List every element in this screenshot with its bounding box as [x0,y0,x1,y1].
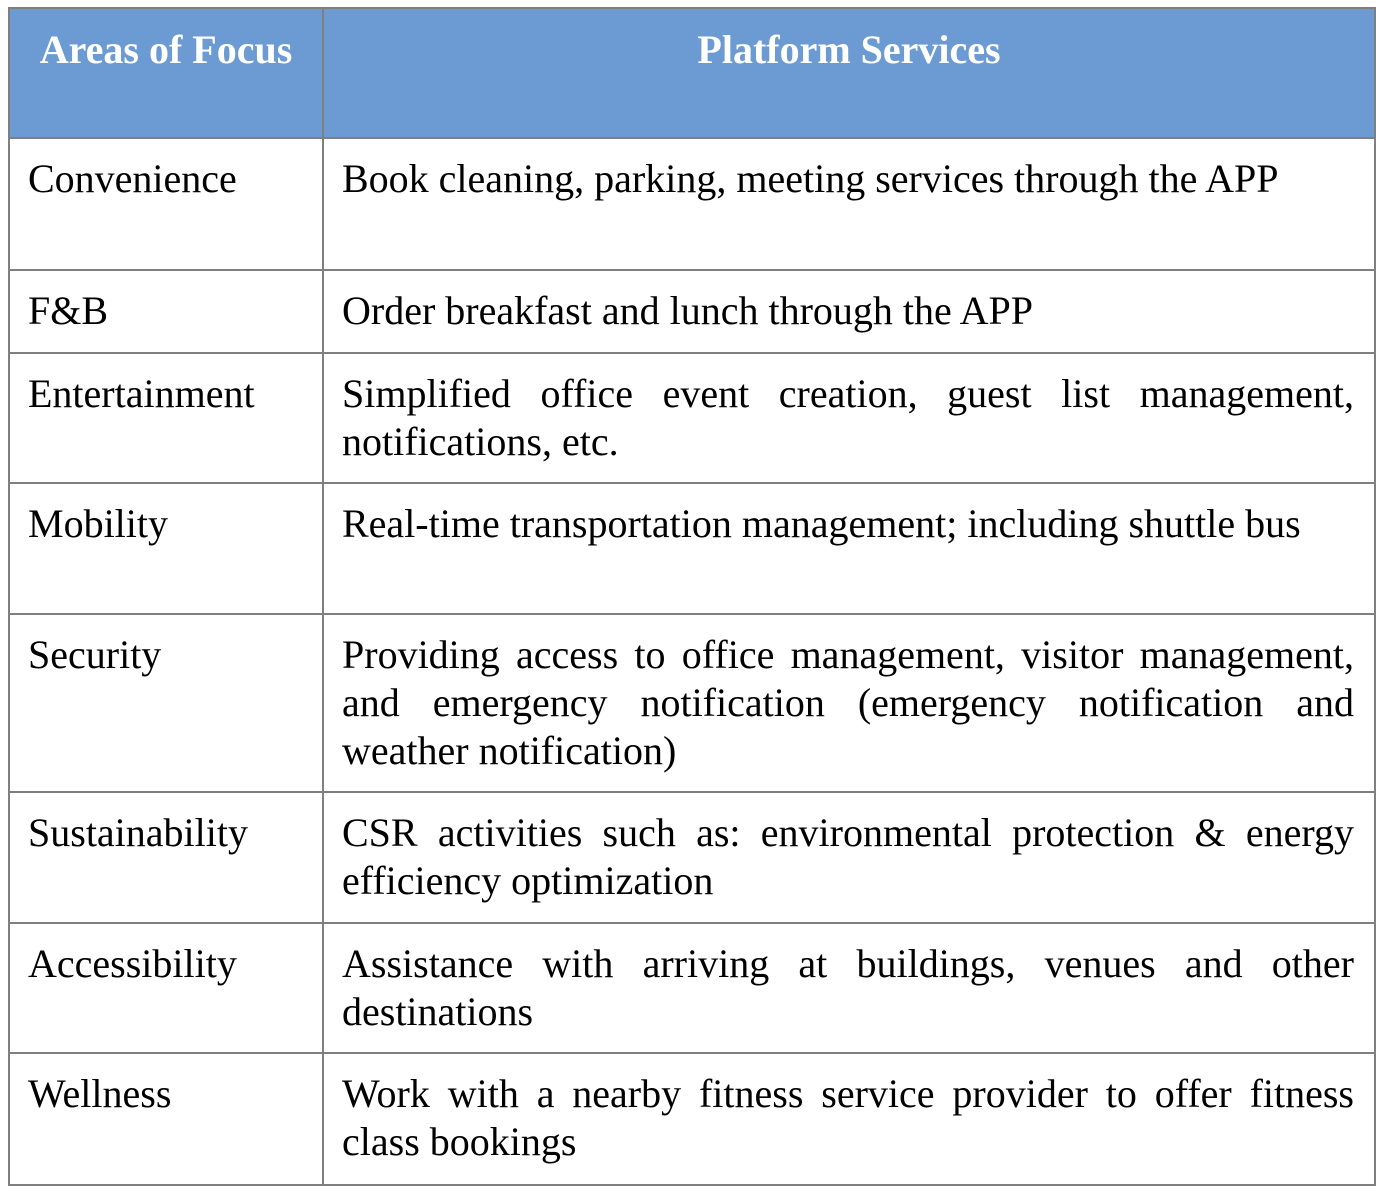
area-cell: Wellness [9,1053,323,1185]
table-header-row [9,8,1375,138]
service-cell: Assistance with arriving at buildings, venues and other destinations [323,923,1375,1053]
header-platform-services: Platform Services [323,8,1375,138]
area-cell: Convenience [9,138,323,270]
service-cell: Real-time transportation management; including shuttle bus [323,483,1375,614]
table-row [9,1053,1375,1185]
service-cell: Book cleaning, parking, meeting services through the APP [323,138,1375,270]
area-cell: Mobility [9,483,323,614]
table-row [9,792,1375,923]
table-row [9,923,1375,1053]
header-areas-of-focus: Areas of Focus [9,8,323,138]
service-cell: CSR activities such as: environmental protection & energy efficiency optimization [323,792,1375,923]
focus-services-table [8,7,1376,1186]
table-row [9,614,1375,792]
table-row [9,138,1375,270]
table-row [9,353,1375,483]
area-cell: Accessibility [9,923,323,1053]
table-row [9,483,1375,614]
service-cell: Order breakfast and lunch through the APP [323,270,1375,353]
service-cell: Providing access to office management, visitor management, and emergency notification (emergency notification and weather notification) [323,614,1375,792]
area-cell: Entertainment [9,353,323,483]
area-cell: Sustainability [9,792,323,923]
table-row [9,270,1375,353]
area-cell: F&B [9,270,323,353]
area-cell: Security [9,614,323,792]
service-cell: Simplified office event creation, guest list management, notifications, etc. [323,353,1375,483]
service-cell: Work with a nearby fitness service provider to offer fitness class bookings [323,1053,1375,1185]
